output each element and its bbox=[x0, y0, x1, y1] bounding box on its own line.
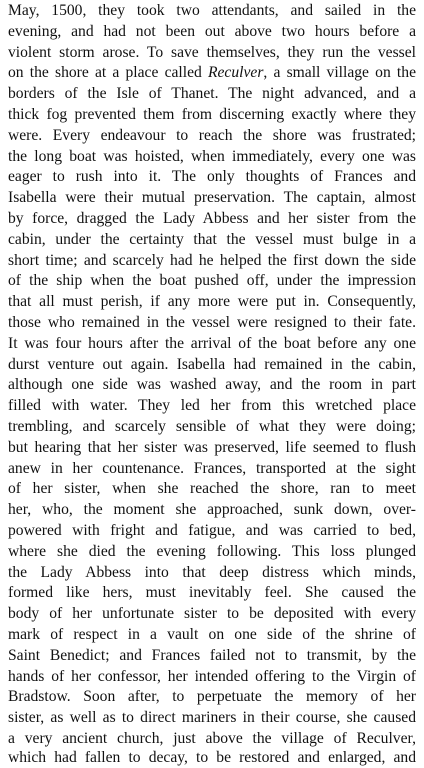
text-line: although one side was washed away, and the room in part bbox=[8, 376, 416, 394]
text-line: where she died the evening following. This loss plunged bbox=[8, 542, 416, 560]
text-line: Saint Benedict; and Frances failed not to transmit, by the bbox=[8, 646, 416, 664]
text-line: formed like hers, must inevitably feel. She caused the bbox=[8, 584, 416, 602]
text-line: cabin, under the certainty that the vessel must bulge in a bbox=[8, 230, 416, 248]
text-line: borders of the Isle of Thanet. The night advanced, and a bbox=[8, 85, 416, 103]
text-line: the Lady Abbess into that deep distress which minds, bbox=[8, 563, 416, 581]
text-line: sister, as well as to direct mariners in their course, she caused bbox=[8, 709, 416, 727]
text-line: powered with fright and fatigue, and was carried to bed, bbox=[8, 522, 416, 539]
text-line: on the shore at a place called Reculver, a small village on the bbox=[8, 64, 416, 82]
text-line: evening, and had not been out above two hours before a bbox=[8, 22, 416, 40]
text-line: by force, dragged the Lady Abbess and her sister from the bbox=[8, 210, 416, 227]
text-line: hands of her confessor, her intended offering to the Virgin of bbox=[8, 667, 416, 685]
text-line: were. Every endeavour to reach the shore was frustrated; bbox=[8, 126, 416, 144]
text-line: eager to rush into it. The only thoughts of Frances and bbox=[8, 168, 416, 186]
text-line: short time; and scarcely had he helped the first down the side bbox=[8, 251, 416, 269]
text-line: that all must perish, if any more were put in. Consequently, bbox=[8, 293, 416, 311]
text-line: anew in her countenance. Frances, transported at the sight bbox=[8, 459, 416, 477]
text-line: It was four hours after the arrival of the boat before any one bbox=[8, 334, 416, 352]
text-line: a very ancient church, just above the village of Reculver, bbox=[8, 730, 416, 747]
text-line: Bradstow. Soon after, to perpetuate the memory of her bbox=[8, 688, 416, 706]
text-line: mark of respect in a vault on one side of the shrine of bbox=[8, 626, 416, 643]
text-line: her, who, the moment she approached, sunk down, over- bbox=[8, 501, 416, 519]
text-line: thick fog prevented them from discerning exactly where they bbox=[8, 106, 416, 123]
text-line: Isabella were their mutual preservation. The captain, almost bbox=[8, 189, 416, 207]
text-line: trembling, and scarcely sensible of what they were doing; bbox=[8, 418, 416, 435]
text-line: those who remained in the vessel were resigned to their fate. bbox=[8, 314, 416, 331]
text-line: durst venture out again. Isabella had remained in the cabin, bbox=[8, 355, 416, 373]
text-line: body of her unfortunate sister to be deposited with every bbox=[8, 605, 416, 623]
text-line: but hearing that her sister was preserved, life seemed to flush bbox=[8, 438, 416, 456]
text-line: filled with water. They led her from this wretched place bbox=[8, 397, 416, 415]
text-line: of her sister, when she reached the shore, ran to meet bbox=[8, 480, 416, 498]
text-line: of the ship when the boat pushed off, under the impression bbox=[8, 272, 416, 290]
text-line: which had fallen to decay, to be restored and enlarged, and bbox=[8, 748, 416, 766]
text-line: May, 1500, they took two attendants, and sailed in the bbox=[8, 2, 416, 19]
text-line: violent storm arose. To save themselves, they run the vessel bbox=[8, 43, 416, 61]
text-line: the long boat was hoisted, when immediately, every one was bbox=[8, 147, 416, 165]
